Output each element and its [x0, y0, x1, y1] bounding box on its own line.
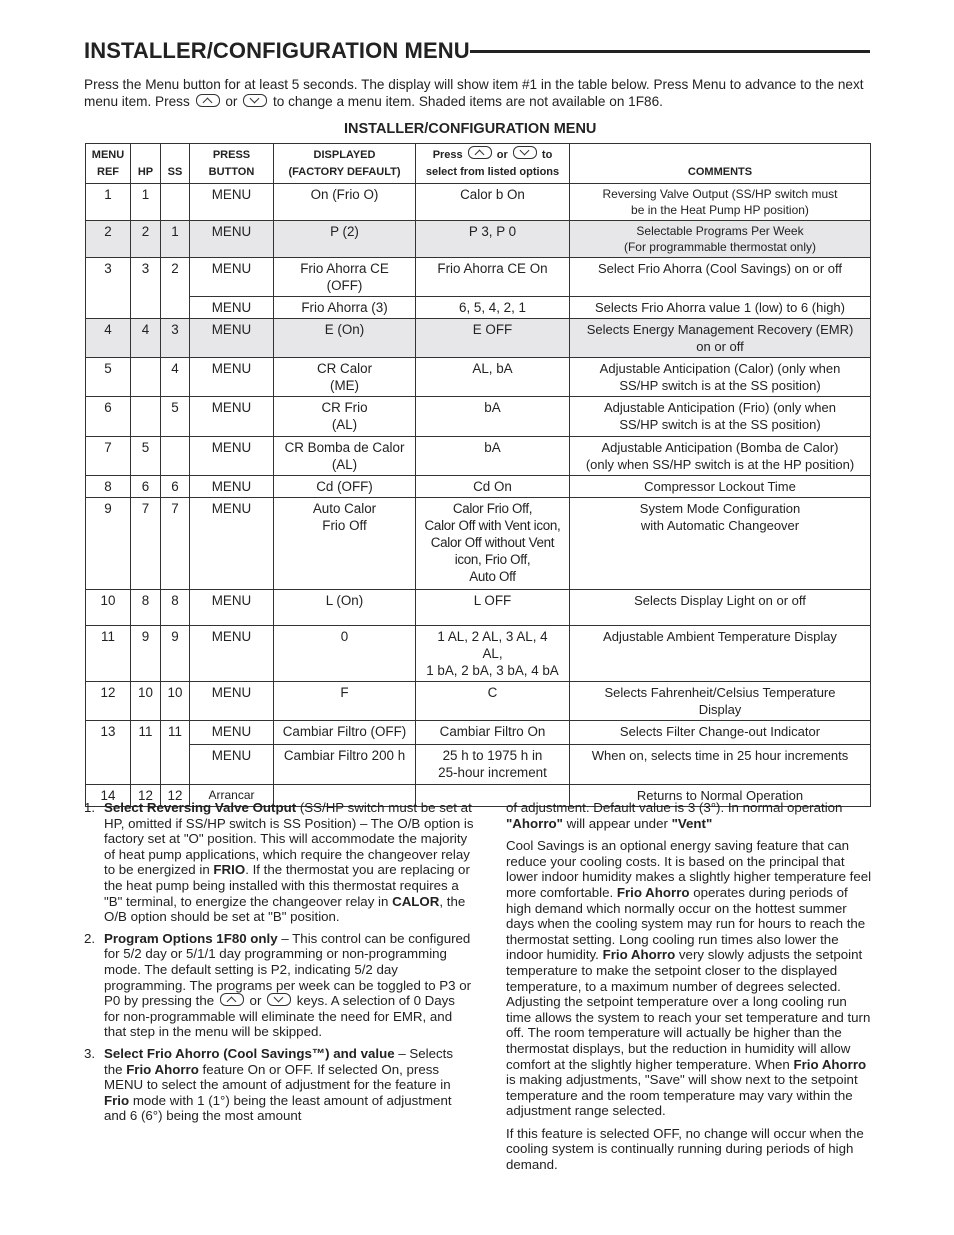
- intro-text: Press the Menu button for at least 5 seconds. The display will show item #1 in the table below. Press Menu to advance to the next menu item. Press: [84, 77, 864, 109]
- note-3: 3. Select Frio Ahorro (Cool Savings™) and value – Selects the Frio Ahorro feature On or OFF. If selected On, press MENU to select the amount of adjustment for the feature in Frio mode with 1 (1°) being the least amount of adjustment and 6 (6°) being the most amount: [84, 1045, 454, 1124]
- notes-left-column: [84, 800, 474, 1130]
- table-row: 5 4 MENU CR Calor (ME) AL, bA Adjustable Anticipation (Calor) (only when SS/HP switch is at the SS position): [86, 358, 871, 397]
- down-arrow-key-icon: [267, 993, 291, 1006]
- table-row: 9 7 7 MENU Auto Calor Frio Off Calor Frio Off, Calor Off with Vent icon, Calor Off without Vent icon, Frio Off, Auto Off System Mode Configuration with Automatic Changeover: [86, 498, 871, 590]
- table-row: MENU Frio Ahorra (3) 6, 5, 4, 2, 1 Selects Frio Ahorra value 1 (low) to 6 (high): [86, 297, 871, 319]
- table-header-row: [86, 144, 871, 184]
- header-select-options: Press or to select from listed options: [416, 144, 570, 184]
- note-3-continued: of adjustment. Default value is 3 (3°). In normal operation "Ahorro" will appear under "Vent": [506, 800, 843, 831]
- table-title: INSTALLER/CONFIGURATION MENU: [344, 121, 597, 137]
- cool-savings-paragraph: Cool Savings is an optional energy saving feature that can reduce your cooling costs. It is based on the principal that lower indoor humidity makes a slightly higher temperature feel more comfortable. Frio Ahorro operates during periods of high demand which normally occur on the hottest summer days when the cooling system may run for hours to reach the thermostat setting. Long cooling run times also lower the indoor humidity. Frio Ahorro very slowly adjusts the setpoint temperature to make the setpoint closer to the displayed temperature, to a maximum number of degrees selected. Adjusting the setpoint temperature over a long cooling run time allows the system to reach your set temperature and turn off. The room temperature will actually be higher than the thermostat displays, but the reduction in humidity will allow comfort at the slightly higher temperature. When Frio Ahorro is making adjustments, "Save" will show next to the setpoint temperature and the room temperature may vary within the adjustment range selected.: [506, 838, 872, 1119]
- header-menu-ref: MENU REF: [86, 144, 131, 184]
- table-row: 12 10 10 MENU F C Selects Fahrenheit/Celsius Temperature Display: [86, 682, 871, 721]
- down-arrow-key-icon: [243, 94, 267, 107]
- table-row: 2 2 1 MENU P (2) P 3, P 0 Selectable Programs Per Week (For programmable thermostat only): [86, 221, 871, 258]
- table-row: 11 9 9 MENU 0 1 AL, 2 AL, 3 AL, 4 AL, 1 bA, 2 bA, 3 bA, 4 bA Adjustable Ambient Temperature Display: [86, 626, 871, 682]
- table-row: 10 8 8 MENU L (On) L OFF Selects Display Light on or off: [86, 590, 871, 626]
- table-row: 6 5 MENU CR Frio (AL) bA Adjustable Anticipation (Frio) (only when SS/HP switch is at the SS position): [86, 397, 871, 437]
- feature-off-paragraph: If this feature is selected OFF, no change will occur when the cooling system is continually running during periods of high demand.: [506, 1125, 864, 1173]
- intro-paragraph: [84, 76, 874, 110]
- header-displayed: DISPLAYED (FACTORY DEFAULT): [274, 144, 416, 184]
- note-1: 1. Select Reversing Valve Output (SS/HP switch must be set at HP, omitted if SS/HP switch is SS Position) – The O/B option is factory set at "O" position. This will accommodate the majority of heat pump applications, which require the changeover relay to be energized in FRIO. If the thermostat you are replacing or the heat pump being installed with this thermostat requires a "B" terminal, to energize the changeover relay in CALOR, the O/B option should be set at "B" position.: [84, 800, 474, 925]
- notes-right-column: [506, 800, 872, 1180]
- page-title: INSTALLER/CONFIGURATION MENU: [84, 38, 470, 63]
- table-row: 4 4 3 MENU E (On) E OFF Selects Energy Management Recovery (EMR) on or off: [86, 319, 871, 358]
- up-arrow-key-icon: [468, 146, 492, 159]
- table-row: 3 3 2 MENU Frio Ahorra CE (OFF) Frio Ahorra CE On Select Frio Ahorra (Cool Savings) on or off: [86, 258, 871, 297]
- note-2: 2. Program Options 1F80 only – This control can be configured for 5/2 day or 5/1/1 day programming or non-programming mode. The default setting is P2, indicating 5/2 day programming. The programs per week can be toggled to P3 or P0 by pressing the or keys. A selection of 0 Days for non-programmable will eliminate the need for EMR, and that step in the menu will be skipped.: [84, 930, 472, 1040]
- down-arrow-key-icon: [513, 146, 537, 159]
- table-row: 1 1 MENU On (Frio O) Calor b On Reversing Valve Output (SS/HP switch must be in the Heat Pump HP position): [86, 184, 871, 221]
- intro-text-2: to change a menu item. Shaded items are not available on 1F86.: [272, 94, 663, 109]
- title-rule: [470, 50, 870, 53]
- table-row: 7 5 MENU CR Bomba de Calor (AL) bA Adjustable Anticipation (Bomba de Calor) (only when SS/HP switch is at the HP position): [86, 437, 871, 476]
- up-arrow-key-icon: [196, 94, 220, 107]
- header-press-button: PRESS BUTTON: [190, 144, 274, 184]
- header-hp: HP: [131, 144, 161, 184]
- table-row: 13 11 11 MENU Cambiar Filtro (OFF) Cambiar Filtro On Selects Filter Change-out Indicator: [86, 721, 871, 745]
- table-row: 8 6 6 MENU Cd (OFF) Cd On Compressor Lockout Time: [86, 476, 871, 498]
- up-arrow-key-icon: [220, 993, 244, 1006]
- header-comments: COMMENTS: [570, 144, 871, 184]
- table-row: MENU Cambiar Filtro 200 h 25 h to 1975 h in 25-hour increment When on, selects time in 25 hour increments: [86, 745, 871, 785]
- table-row: 14 12 12 Arrancar Returns to Normal Operation: [86, 785, 871, 807]
- config-menu-table: [85, 143, 871, 807]
- intro-or: or: [225, 94, 238, 109]
- header-ss: SS: [161, 144, 190, 184]
